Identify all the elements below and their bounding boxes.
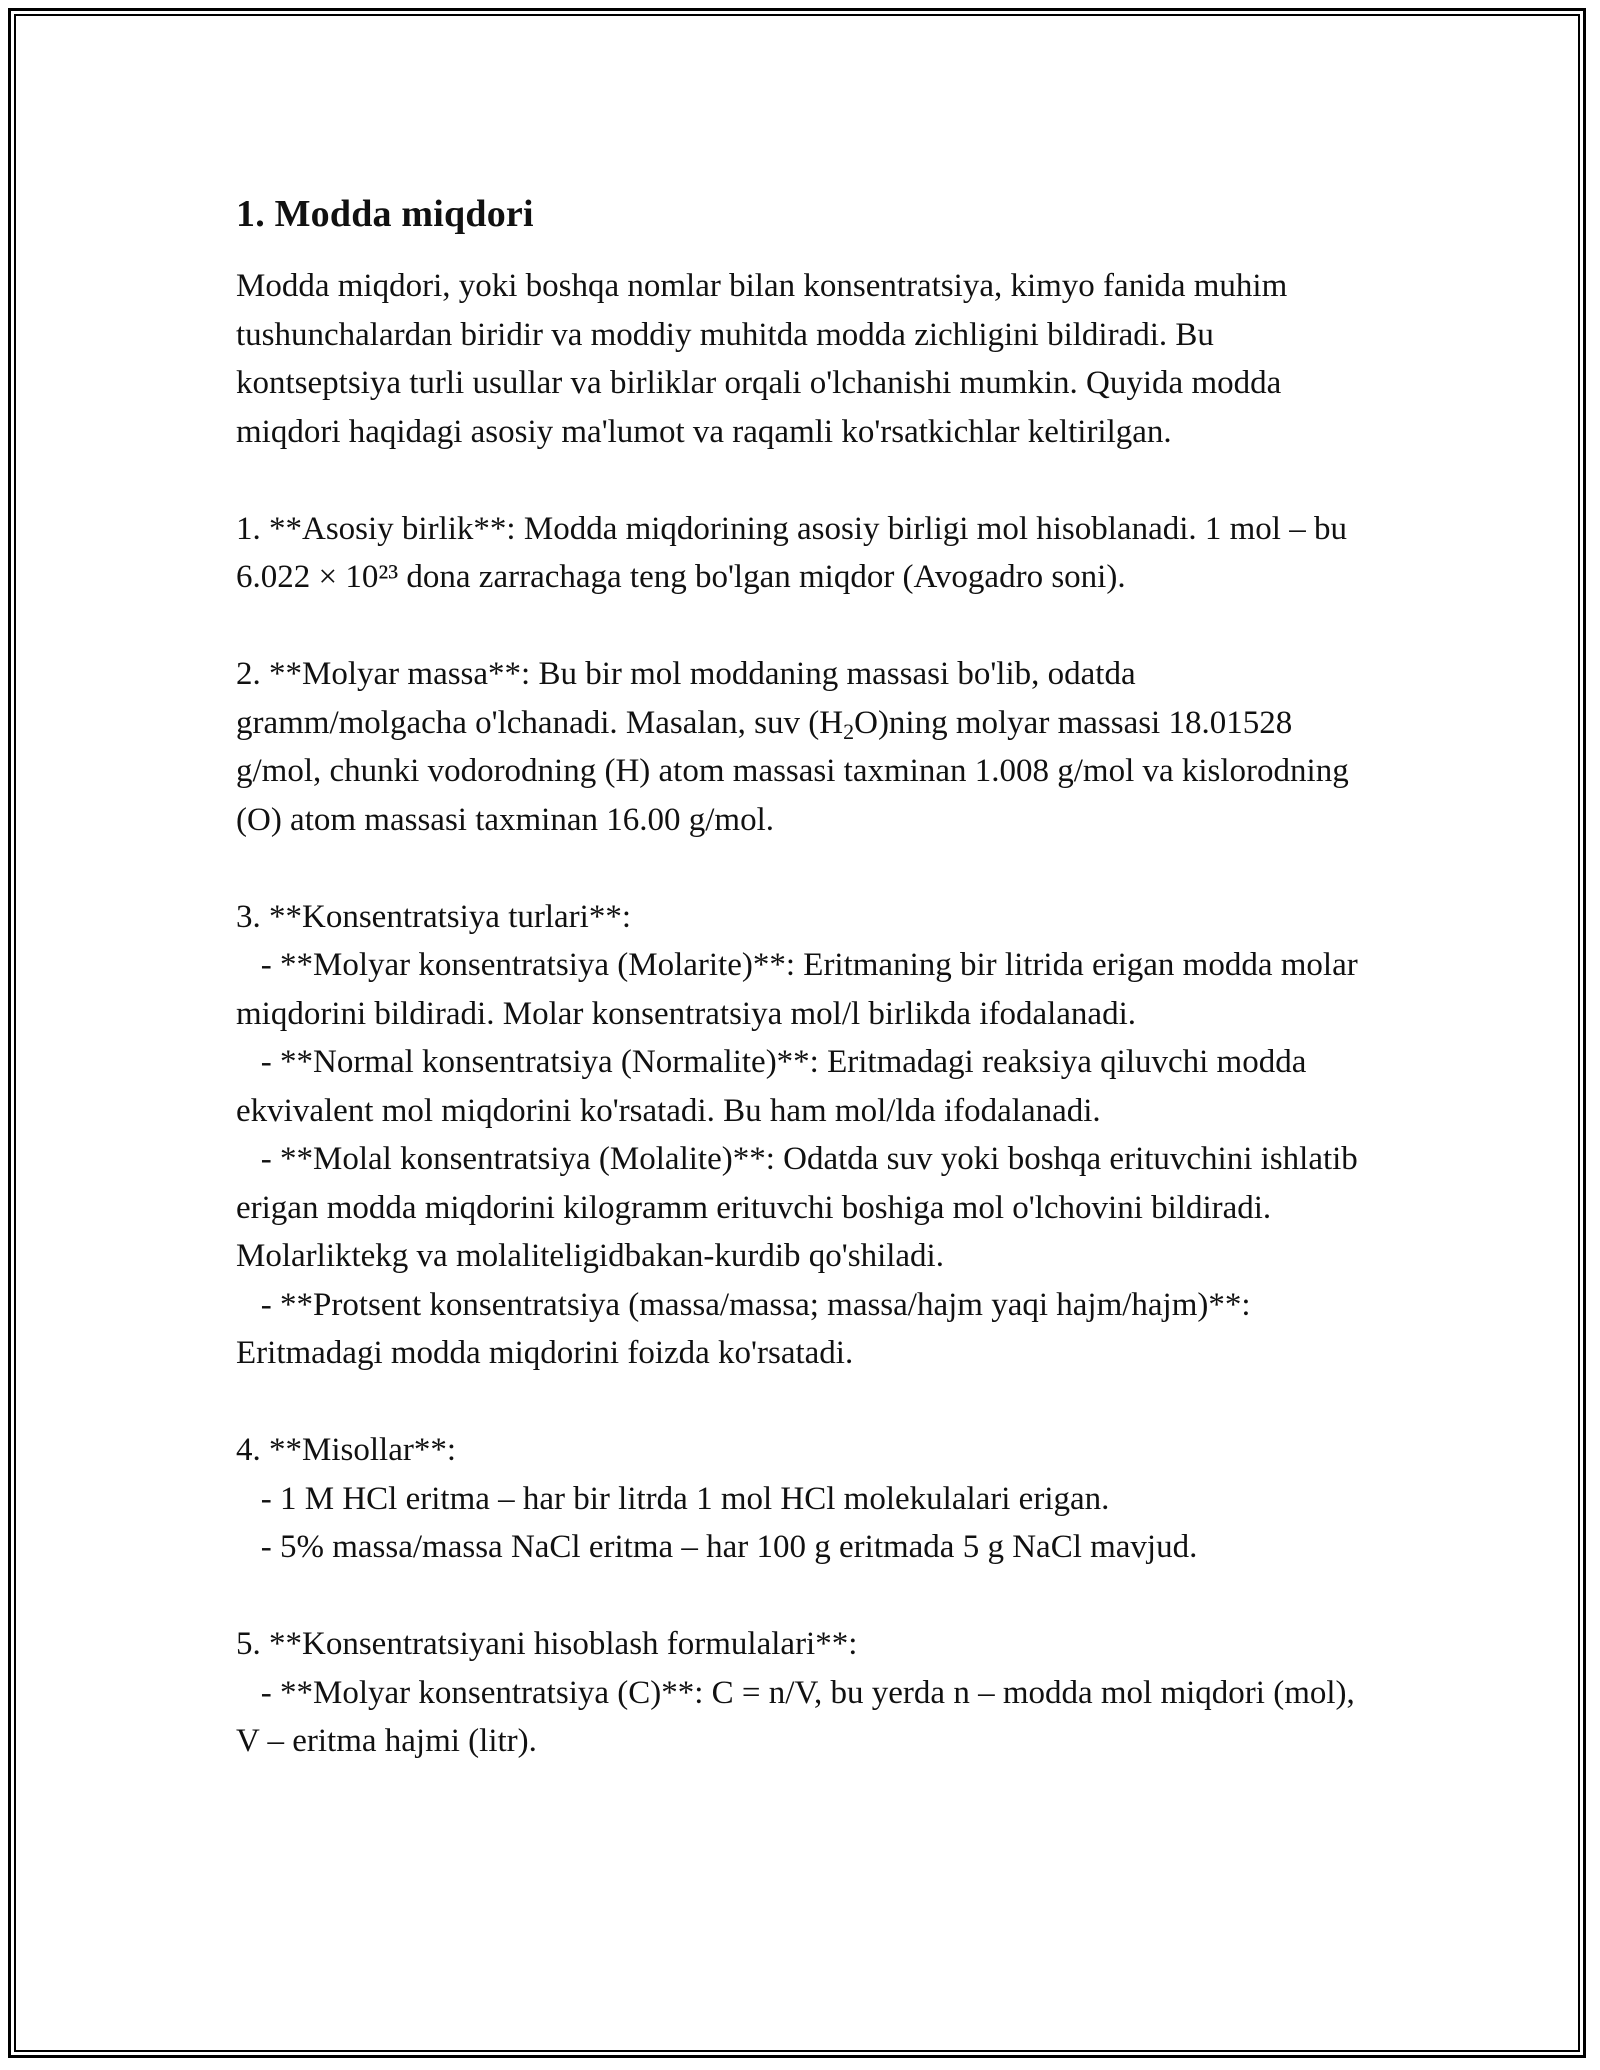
molyar-massa-text-start: 2. **Molyar massa**: Bu bir mol moddaning massasi bo'lib, odatda gramm/molgacha o'lchanadi. Masalan, suv (H [236, 656, 1136, 741]
molyar-massa-text-end: O)ning molyar massasi 18.01528 g/mol, chunki vodorodning (H) atom massasi taxminan 1.008 g/mol va kislorodning (O) atom massasi taxminan 16.00 g/mol. [236, 704, 1349, 838]
paragraph-gap [236, 1572, 1366, 1621]
item-molyar-massa [236, 650, 1366, 844]
intro-paragraph: Modda miqdori, yoki boshqa nomlar bilan konsentratsiya, kimyo fanida muhim tushunchalardan biridir va moddiy muhitda modda zichligini bildiradi. Bu kontseptsiya turli usullar va birliklar orqali o'lchanishi mumkin. Quyida modda miqdori haqidagi asosiy ma'lumot va raqamli ko'rsatkichlar keltirilgan. [236, 268, 1288, 450]
formulalar-heading: 5. **Konsentratsiyani hisoblash formulalari**: [236, 1626, 858, 1662]
item-asosiy-birlik: 1. **Asosiy birlik**: Modda miqdorining asosiy birligi mol hisoblanadi. 1 mol – bu 6.022 × 10²³ dona zarrachaga teng bo'lgan miqdor (Avogadro soni). [236, 510, 1347, 595]
section-title: 1. Modda miqdori [236, 193, 534, 235]
document-body [236, 184, 1366, 1766]
formula-item-molyar: - **Molyar konsentratsiya (C)**: C = n/V, bu yerda n – modda mol miqdori (mol), V – eritma hajmi (litr). [236, 1674, 1363, 1759]
misol-item-hcl: - 1 M HCl eritma – har bir litrda 1 mol HCl molekulalari erigan. [236, 1480, 1110, 1517]
konsentratsiya-turlari-heading: 3. **Konsentratsiya turlari**: [236, 898, 632, 935]
water-subscript: 2 [843, 718, 855, 744]
konsentratsiya-item-normal: - **Normal konsentratsiya (Normalite)**: Eritmadagi reaksiya qiluvchi modda ekvivalent mol miqdorini ko'rsatadi. Bu ham mol/lda ifodalanadi. [236, 1044, 1315, 1129]
paragraph-gap [236, 1378, 1366, 1427]
misol-item-nacl: - 5% massa/massa NaCl eritma – har 100 g eritmada 5 g NaCl mavjud. [236, 1529, 1198, 1565]
konsentratsiya-item-protsent: - **Protsent konsentratsiya (massa/massa; massa/hajm yaqi hajm/hajm)**: Eritmadagi modda miqdorini foizda ko'rsatadi. [236, 1286, 1259, 1371]
paragraph-gap [236, 602, 1366, 651]
paragraph-gap [236, 844, 1366, 893]
paragraph-gap [236, 456, 1366, 505]
konsentratsiya-item-molyar: - **Molyar konsentratsiya (Molarite)**: Eritmaning bir litrida erigan modda molar miqdorini bildiradi. Molar konsentratsiya mol/l birlikda ifodalanadi. [236, 947, 1366, 1032]
konsentratsiya-item-molal: - **Molal konsentratsiya (Molalite)**: Odatda suv yoki boshqa erituvchini ishlatib erigan modda miqdorini kilogramm erituvchi boshiga mol o'lchovini bildiradi. Molarliktekg va molaliteligidbakan-kurdib qo'shiladi. [236, 1141, 1367, 1274]
misollar-heading: 4. **Misollar**: [236, 1432, 456, 1468]
